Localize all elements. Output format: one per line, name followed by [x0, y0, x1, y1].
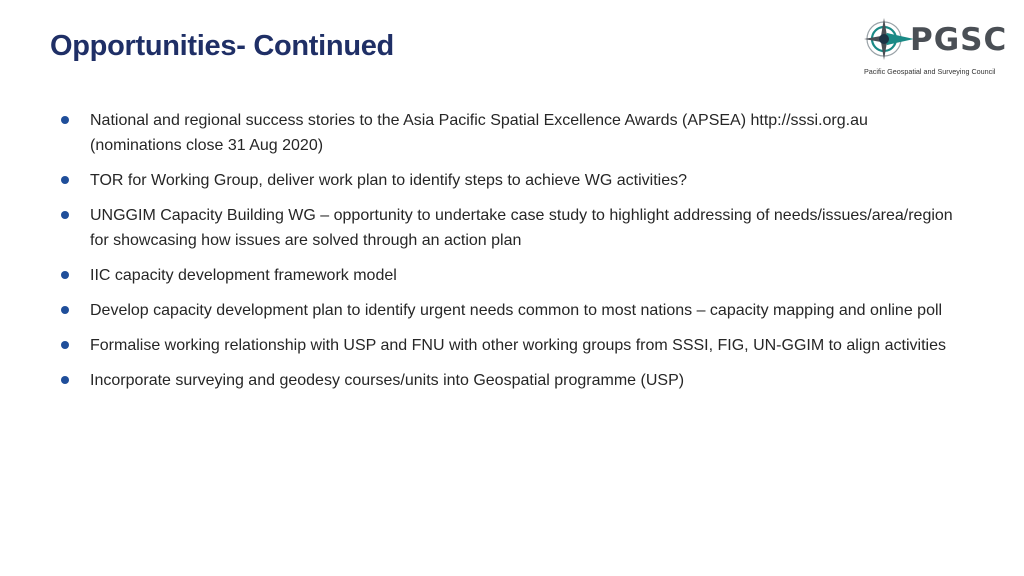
- bullet-dot-icon: [61, 271, 69, 279]
- logo-wordmark: PGSC: [910, 22, 1008, 58]
- bullet-dot-icon: [61, 306, 69, 314]
- bullet-item: [60, 168, 960, 193]
- bullet-dot-icon: [61, 176, 69, 184]
- bullet-dot-icon: [61, 116, 69, 124]
- bullet-text: TOR for Working Group, deliver work plan to identify steps to achieve WG activities?: [90, 172, 687, 189]
- bullet-item: [60, 298, 960, 323]
- bullet-dot-icon: [61, 376, 69, 384]
- bullet-dot-icon: [61, 341, 69, 349]
- bullet-text: UNGGIM Capacity Building WG – opportunity to undertake case study to highlight addressing of needs/issues/area/region for showcasing how issues are solved through an action plan: [90, 207, 953, 249]
- bullet-text: Incorporate surveying and geodesy courses/units into Geospatial programme (USP): [90, 372, 685, 389]
- bullet-item: [60, 263, 960, 288]
- bullet-item: [60, 203, 960, 253]
- logo-subtitle: Pacific Geospatial and Surveying Council: [864, 67, 996, 76]
- bullet-list: [60, 108, 960, 403]
- bullet-text: Develop capacity development plan to identify urgent needs common to most nations – capacity mapping and online poll: [90, 302, 943, 319]
- bullet-item: [60, 108, 960, 158]
- compass-rose-icon: [862, 16, 914, 68]
- bullet-item: [60, 333, 960, 358]
- bullet-item: [60, 368, 960, 393]
- bullet-text: Formalise working relationship with USP and FNU with other working groups from SSSI, FIG, UN-GGIM to align activities: [90, 337, 946, 354]
- pgsc-logo: [862, 16, 1008, 80]
- bullet-text: National and regional success stories to the Asia Pacific Spatial Excellence Awards (APSEA) http://sssi.org.au (nominations close 31 Aug 2020): [90, 112, 868, 154]
- bullet-dot-icon: [61, 211, 69, 219]
- bullet-text: IIC capacity development framework model: [90, 267, 397, 284]
- slide-title: Opportunities- Continued: [50, 30, 394, 62]
